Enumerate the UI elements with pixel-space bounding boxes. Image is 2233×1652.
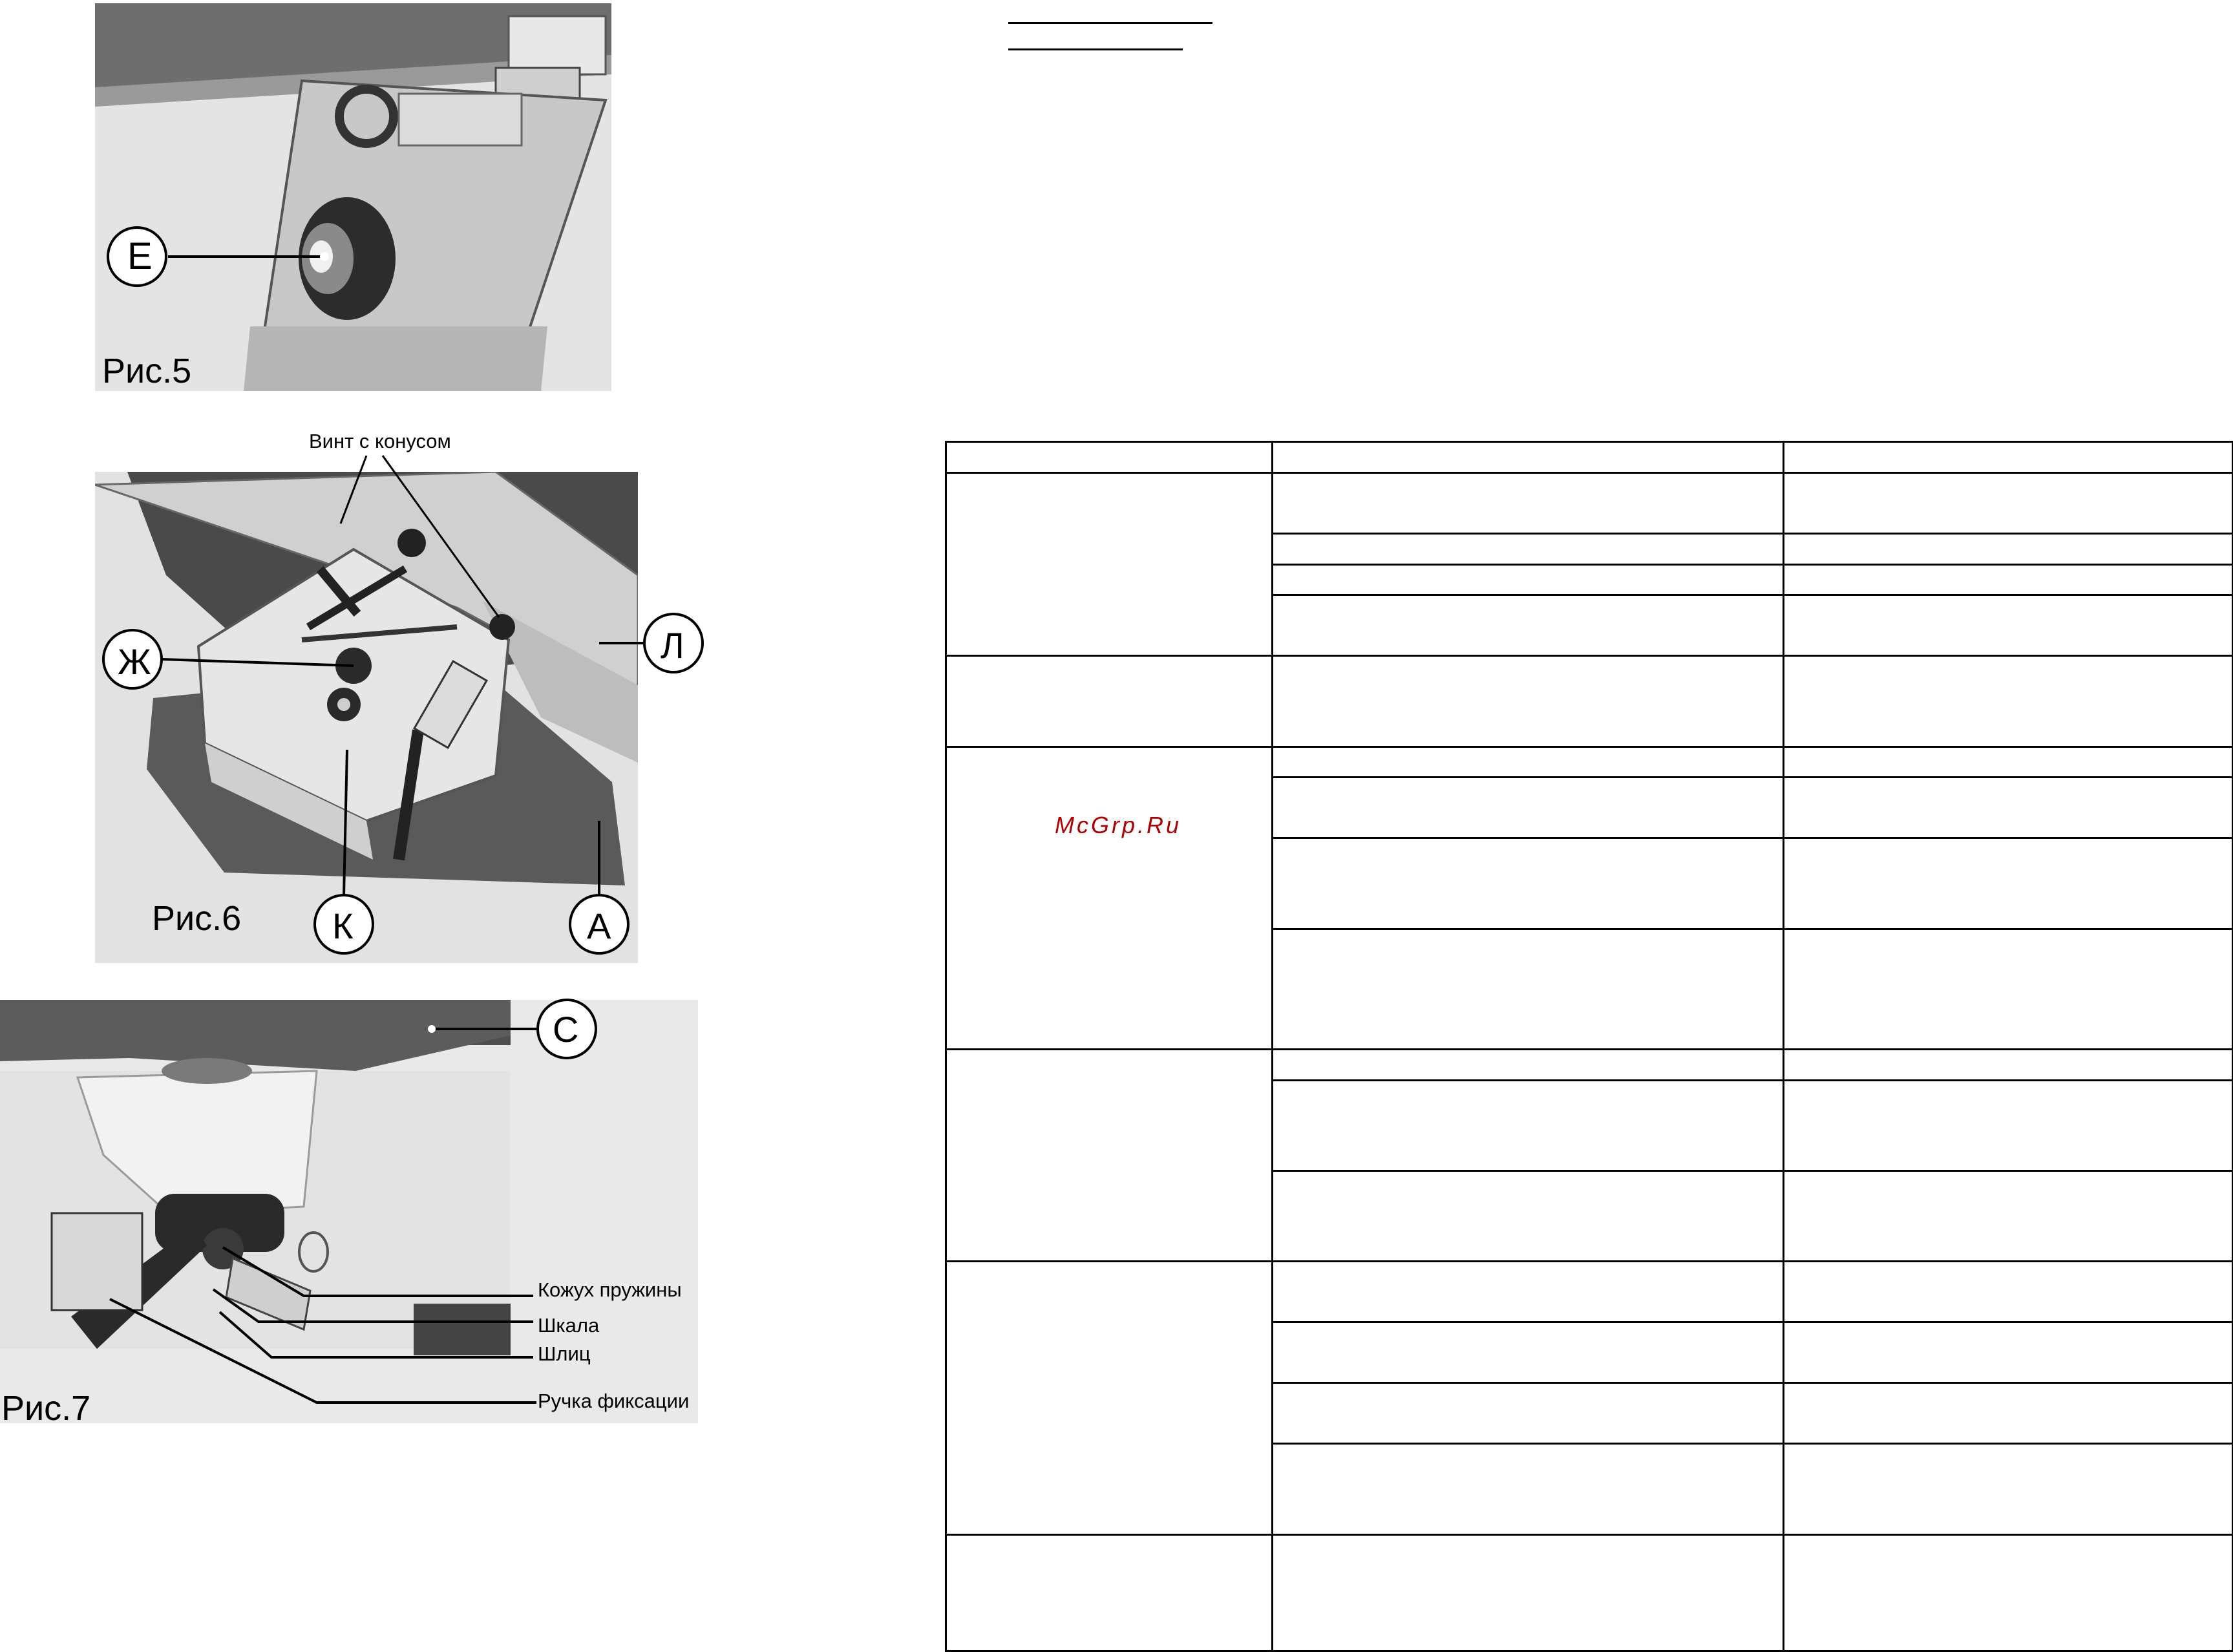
fig6-marker-l: Л [661, 625, 684, 666]
fig7-label-spring-cover: Кожух пружины [538, 1278, 682, 1301]
fig5-caption: Рис.5 [102, 352, 192, 390]
fig6-callout-lines [95, 446, 709, 963]
fig7-label-slot: Шлиц [538, 1342, 591, 1365]
table-header-row [946, 442, 2233, 473]
fig5-marker-e: Е [127, 235, 153, 277]
fig6-caption: Рис.6 [152, 899, 242, 938]
fig6-screw-label: Винт с конусом [309, 430, 451, 452]
fig7-marker-c: С [553, 1009, 579, 1050]
table-row [946, 747, 2233, 778]
fig7-label-lock-handle: Ручка фиксации [538, 1390, 690, 1412]
fig6-marker-k: К [332, 905, 354, 946]
troubleshooting-table [945, 441, 2233, 1652]
fig6-marker-a: А [587, 905, 611, 946]
table-row [946, 656, 2233, 747]
table-row [946, 473, 2233, 534]
fig7-callout-lines [0, 995, 711, 1422]
table-row [946, 1262, 2233, 1322]
fig7-label-scale: Шкала [538, 1314, 600, 1337]
fig6-marker-zh: Ж [118, 641, 151, 682]
figure-5-photo [95, 3, 611, 391]
watermark: McGrp.Ru [1055, 812, 1182, 838]
heading-underline-2 [1008, 48, 1183, 50]
fig7-caption: Рис.7 [1, 1389, 91, 1428]
heading-underline-1 [1008, 22, 1212, 24]
table-row [946, 1050, 2233, 1081]
table-row [946, 1535, 2233, 1651]
